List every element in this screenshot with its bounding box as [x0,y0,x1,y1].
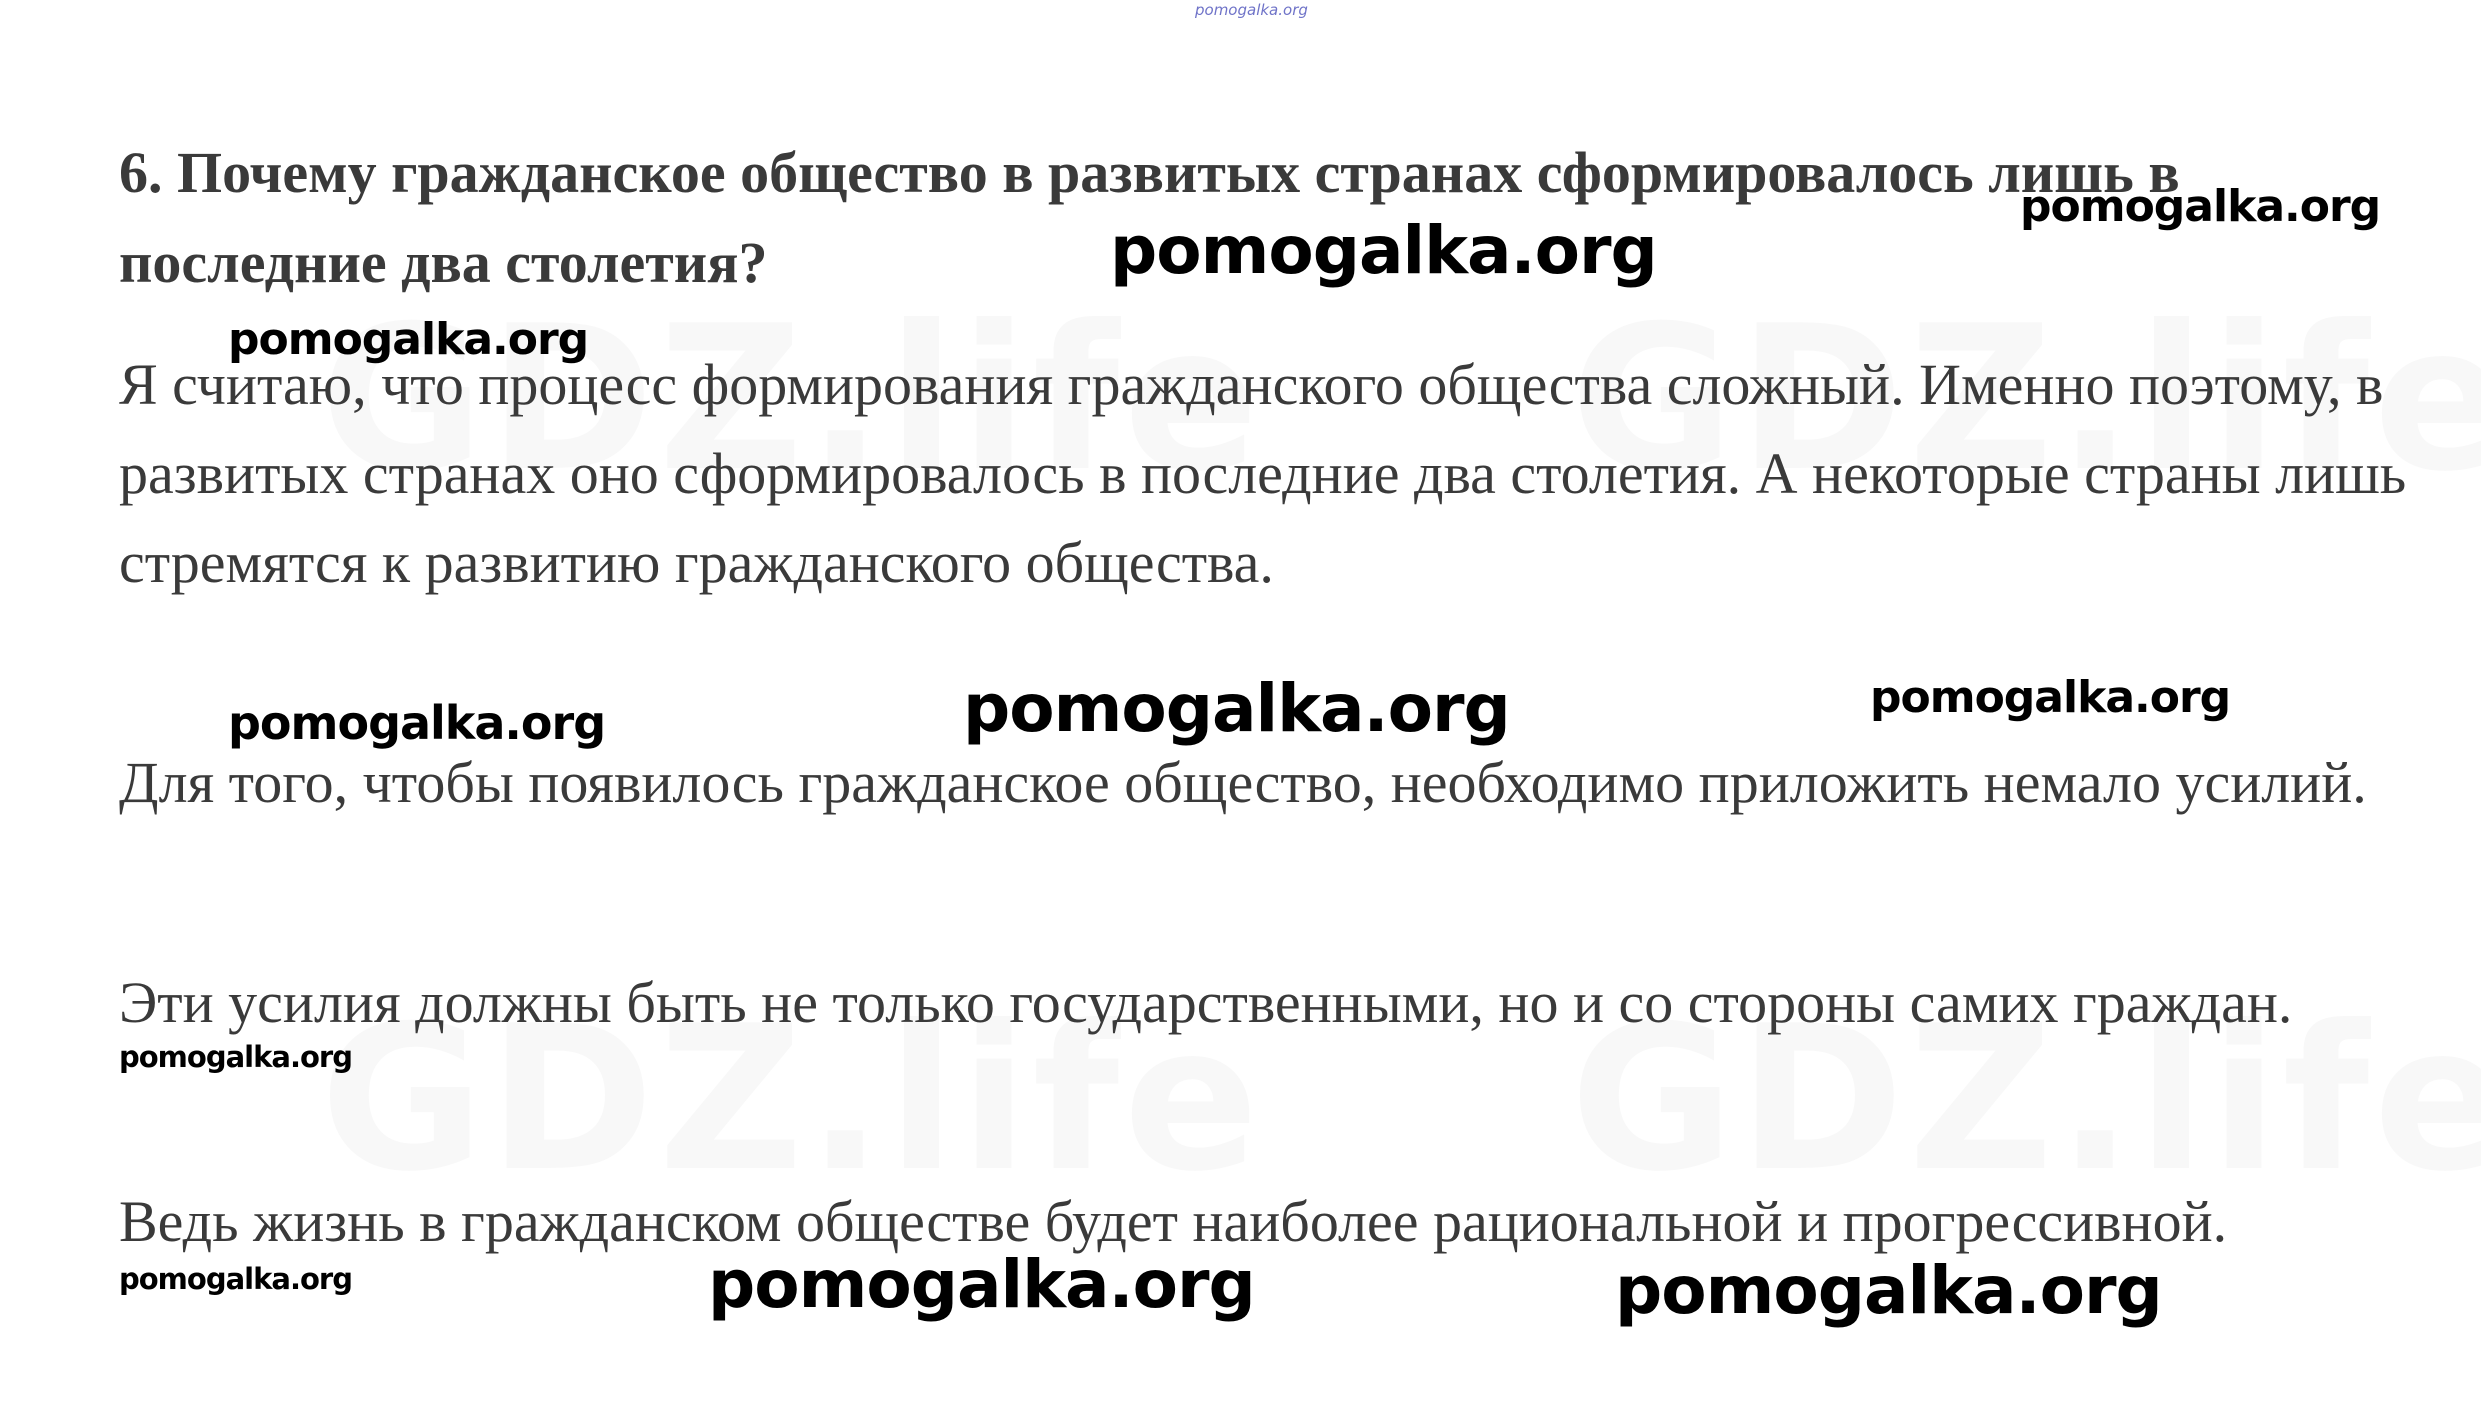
site-watermark: pomogalka.org [228,696,606,750]
site-watermark: pomogalka.org [1870,672,2231,723]
site-watermark: pomogalka.org [1615,1252,2162,1329]
question-heading: 6. Почему гражданское общество в развитых странах сформировалось лишь в последние два столетия? [119,140,2180,295]
answer-paragraph: Эти усилия должны быть не только государственными, но и со стороны самих граждан. [119,970,2293,1035]
site-watermark: pomogalka.org [119,1040,352,1074]
site-watermark: pomogalka.org [119,1262,352,1296]
site-watermark: pomogalka.org [228,314,589,365]
answer-paragraph: Я считаю, что процесс формирования гражданского общества сложный. Именно поэтому, в развитых странах оно сформировалось в последние два столетия. А некоторые страны лишь стремятся к развитию гражданского общества. [119,352,2407,595]
site-watermark: pomogalka.org [1110,212,1657,289]
answer-paragraph: Для того, чтобы появилось гражданское общество, необходимо приложить немало усилий. [119,750,2367,815]
answer-paragraph: Ведь жизнь в гражданском обществе будет наиболее рациональной и прогрессивной. [119,1189,2228,1254]
site-watermark: pomogalka.org [708,1246,1255,1323]
top-watermark: pomogalka.org [1195,1,1308,19]
site-watermark: pomogalka.org [963,670,1510,747]
site-watermark: pomogalka.org [2020,181,2381,232]
